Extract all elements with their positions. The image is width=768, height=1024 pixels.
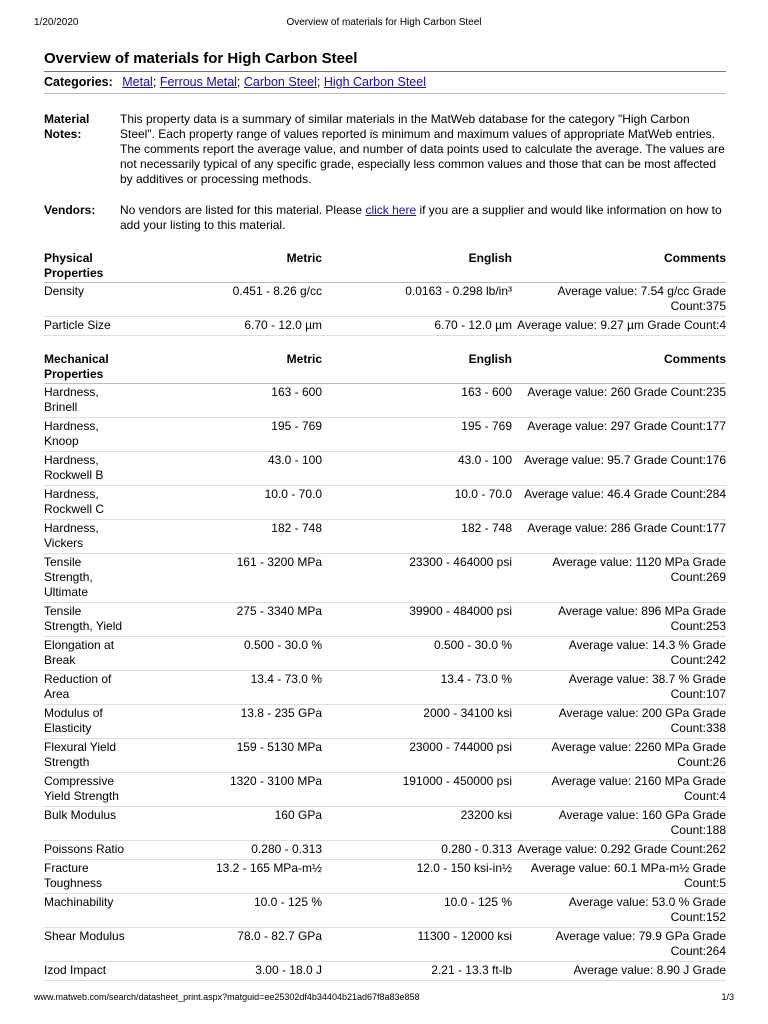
metric-value: 10.0 - 125 %: [126, 894, 322, 928]
metric-value: 43.0 - 100: [126, 452, 322, 486]
vendors-section: [44, 203, 726, 233]
metric-value: 3.00 - 18.0 J: [126, 962, 322, 981]
english-value: 0.500 - 30.0 %: [322, 637, 512, 671]
metric-column-header: Metric: [126, 251, 322, 283]
table-row: [44, 739, 726, 773]
table-row: [44, 520, 726, 554]
table-row: [44, 452, 726, 486]
property-name: Fracture Toughness: [44, 860, 126, 894]
table-row: [44, 807, 726, 841]
table-row: [44, 283, 726, 317]
comments-column-header: Comments: [512, 352, 726, 384]
categories-row: [44, 74, 726, 94]
comments-value: Average value: 1120 MPa Grade Count:269: [512, 554, 726, 603]
metric-value: 160 GPa: [126, 807, 322, 841]
metric-value: 182 - 748: [126, 520, 322, 554]
comments-value: Average value: 95.7 Grade Count:176: [512, 452, 726, 486]
property-name: Machinability: [44, 894, 126, 928]
metric-value: 13.8 - 235 GPa: [126, 705, 322, 739]
metric-value: 195 - 769: [126, 418, 322, 452]
english-value: 23300 - 464000 psi: [322, 554, 512, 603]
metric-value: 0.280 - 0.313: [126, 841, 322, 860]
english-value: 23200 ksi: [322, 807, 512, 841]
print-date: 1/20/2020: [34, 17, 79, 28]
property-name: Hardness, Vickers: [44, 520, 126, 554]
english-value: 10.0 - 70.0: [322, 486, 512, 520]
category-link-high-carbon-steel[interactable]: High Carbon Steel: [323, 75, 426, 89]
physical-properties-heading: Physical Properties: [44, 251, 126, 283]
table-row: [44, 705, 726, 739]
english-value: 43.0 - 100: [322, 452, 512, 486]
print-footer: [34, 992, 734, 1006]
physical-properties-body: [44, 283, 726, 336]
category-link-ferrous-metal[interactable]: Ferrous Metal: [159, 75, 237, 89]
comments-value: Average value: 200 GPa Grade Count:338: [512, 705, 726, 739]
comments-column-header: Comments: [512, 251, 726, 283]
datasheet-content: [44, 48, 726, 981]
property-name: Izod Impact: [44, 962, 126, 981]
metric-value: 161 - 3200 MPa: [126, 554, 322, 603]
english-value: 191000 - 450000 psi: [322, 773, 512, 807]
table-row: [44, 773, 726, 807]
table-row: [44, 860, 726, 894]
english-value: 0.0163 - 0.298 lb/in³: [322, 283, 512, 317]
mechanical-properties-heading: Mechanical Properties: [44, 352, 126, 384]
english-value: 2000 - 34100 ksi: [322, 705, 512, 739]
metric-value: 0.500 - 30.0 %: [126, 637, 322, 671]
property-name: Hardness, Rockwell C: [44, 486, 126, 520]
category-link-metal[interactable]: Metal: [122, 75, 153, 89]
category-separator: ;: [152, 75, 157, 89]
table-row: [44, 928, 726, 962]
english-value: 195 - 769: [322, 418, 512, 452]
property-name: Poissons Ratio: [44, 841, 126, 860]
english-value: 23000 - 744000 psi: [322, 739, 512, 773]
comments-value: Average value: 297 Grade Count:177: [512, 418, 726, 452]
mechanical-properties-table: [44, 352, 726, 981]
table-row: [44, 962, 726, 981]
category-separator: ;: [316, 75, 321, 89]
table-header-row: [44, 352, 726, 384]
property-name: Reduction of Area: [44, 671, 126, 705]
table-row: [44, 317, 726, 336]
metric-value: 78.0 - 82.7 GPa: [126, 928, 322, 962]
table-row: [44, 384, 726, 418]
comments-value: Average value: 53.0 % Grade Count:152: [512, 894, 726, 928]
property-name: Particle Size: [44, 317, 126, 336]
table-row: [44, 671, 726, 705]
metric-value: 6.70 - 12.0 µm: [126, 317, 322, 336]
property-name: Bulk Modulus: [44, 807, 126, 841]
vendors-text: [120, 203, 726, 233]
comments-value: Average value: 286 Grade Count:177: [512, 520, 726, 554]
comments-value: Average value: 38.7 % Grade Count:107: [512, 671, 726, 705]
english-value: 10.0 - 125 %: [322, 894, 512, 928]
page-title: Overview of materials for High Carbon Steel: [44, 48, 726, 72]
english-value: 2.21 - 13.3 ft-lb: [322, 962, 512, 981]
metric-value: 159 - 5130 MPa: [126, 739, 322, 773]
comments-value: Average value: 2260 MPa Grade Count:26: [512, 739, 726, 773]
vendors-click-here-link[interactable]: click here: [365, 203, 417, 217]
comments-value: Average value: 60.1 MPa-m½ Grade Count:5: [512, 860, 726, 894]
comments-value: Average value: 79.9 GPa Grade Count:264: [512, 928, 726, 962]
property-name: Hardness, Knoop: [44, 418, 126, 452]
category-link-carbon-steel[interactable]: Carbon Steel: [243, 75, 317, 89]
comments-value: Average value: 14.3 % Grade Count:242: [512, 637, 726, 671]
table-row: [44, 554, 726, 603]
english-value: 0.280 - 0.313: [322, 841, 512, 860]
property-name: Tensile Strength, Yield: [44, 603, 126, 637]
english-value: 182 - 748: [322, 520, 512, 554]
comments-value: Average value: 2160 MPa Grade Count:4: [512, 773, 726, 807]
english-column-header: English: [322, 352, 512, 384]
categories-label: Categories:: [44, 75, 113, 89]
table-row: [44, 637, 726, 671]
metric-value: 13.4 - 73.0 %: [126, 671, 322, 705]
english-value: 12.0 - 150 ksi-in½: [322, 860, 512, 894]
mechanical-properties-body: [44, 384, 726, 981]
page-number: 1/3: [721, 992, 734, 1002]
metric-value: 13.2 - 165 MPa-m½: [126, 860, 322, 894]
metric-column-header: Metric: [126, 352, 322, 384]
property-name: Compressive Yield Strength: [44, 773, 126, 807]
metric-value: 163 - 600: [126, 384, 322, 418]
property-name: Hardness, Brinell: [44, 384, 126, 418]
material-notes: [44, 112, 726, 187]
english-value: 163 - 600: [322, 384, 512, 418]
english-value: 11300 - 12000 ksi: [322, 928, 512, 962]
metric-value: 0.451 - 8.26 g/cc: [126, 283, 322, 317]
material-notes-label: Material Notes:: [44, 112, 90, 141]
comments-value: Average value: 160 GPa Grade Count:188: [512, 807, 726, 841]
english-value: 39900 - 484000 psi: [322, 603, 512, 637]
vendors-label: Vendors:: [44, 203, 96, 217]
property-name: Elongation at Break: [44, 637, 126, 671]
property-name: Density: [44, 283, 126, 317]
category-separator: ;: [236, 75, 241, 89]
table-header-row: [44, 251, 726, 283]
metric-value: 275 - 3340 MPa: [126, 603, 322, 637]
comments-value: Average value: 7.54 g/cc Grade Count:375: [512, 283, 726, 317]
table-row: [44, 486, 726, 520]
metric-value: 10.0 - 70.0: [126, 486, 322, 520]
print-header: [34, 17, 734, 31]
comments-value: Average value: 8.90 J Grade: [512, 962, 726, 981]
english-column-header: English: [322, 251, 512, 283]
comments-value: Average value: 260 Grade Count:235: [512, 384, 726, 418]
print-title: Overview of materials for High Carbon Steel: [286, 17, 482, 28]
property-name: Tensile Strength, Ultimate: [44, 554, 126, 603]
property-name: Shear Modulus: [44, 928, 126, 962]
property-name: Modulus of Elasticity: [44, 705, 126, 739]
table-row: [44, 894, 726, 928]
comments-value: Average value: 0.292 Grade Count:262: [512, 841, 726, 860]
table-row: [44, 603, 726, 637]
english-value: 6.70 - 12.0 µm: [322, 317, 512, 336]
property-name: Flexural Yield Strength: [44, 739, 126, 773]
physical-properties-table: [44, 251, 726, 336]
vendors-text-after: if you are a supplier and would like information on how to add your listing to this material.: [120, 203, 722, 232]
table-row: [44, 841, 726, 860]
print-url: www.matweb.com/search/datasheet_print.aspx?matguid=ee25302df4b34404b21ad67f8a83e858: [34, 992, 420, 1002]
material-notes-text: This property data is a summary of similar materials in the MatWeb database for the category "High Carbon Steel". Each property range of values reported is minimum and maximum values of appropriate MatWeb entries. The comments report the average value, and number of data points used to calculate the average. The values are not necessarily typical of any specific grade, especially less common values and those that can be most affected by additives or processing methods.: [120, 112, 725, 186]
comments-value: Average value: 896 MPa Grade Count:253: [512, 603, 726, 637]
vendors-text-before: No vendors are listed for this material. Please: [120, 203, 366, 217]
comments-value: Average value: 9.27 µm Grade Count:4: [512, 317, 726, 336]
metric-value: 1320 - 3100 MPa: [126, 773, 322, 807]
table-row: [44, 418, 726, 452]
property-name: Hardness, Rockwell B: [44, 452, 126, 486]
english-value: 13.4 - 73.0 %: [322, 671, 512, 705]
comments-value: Average value: 46.4 Grade Count:284: [512, 486, 726, 520]
